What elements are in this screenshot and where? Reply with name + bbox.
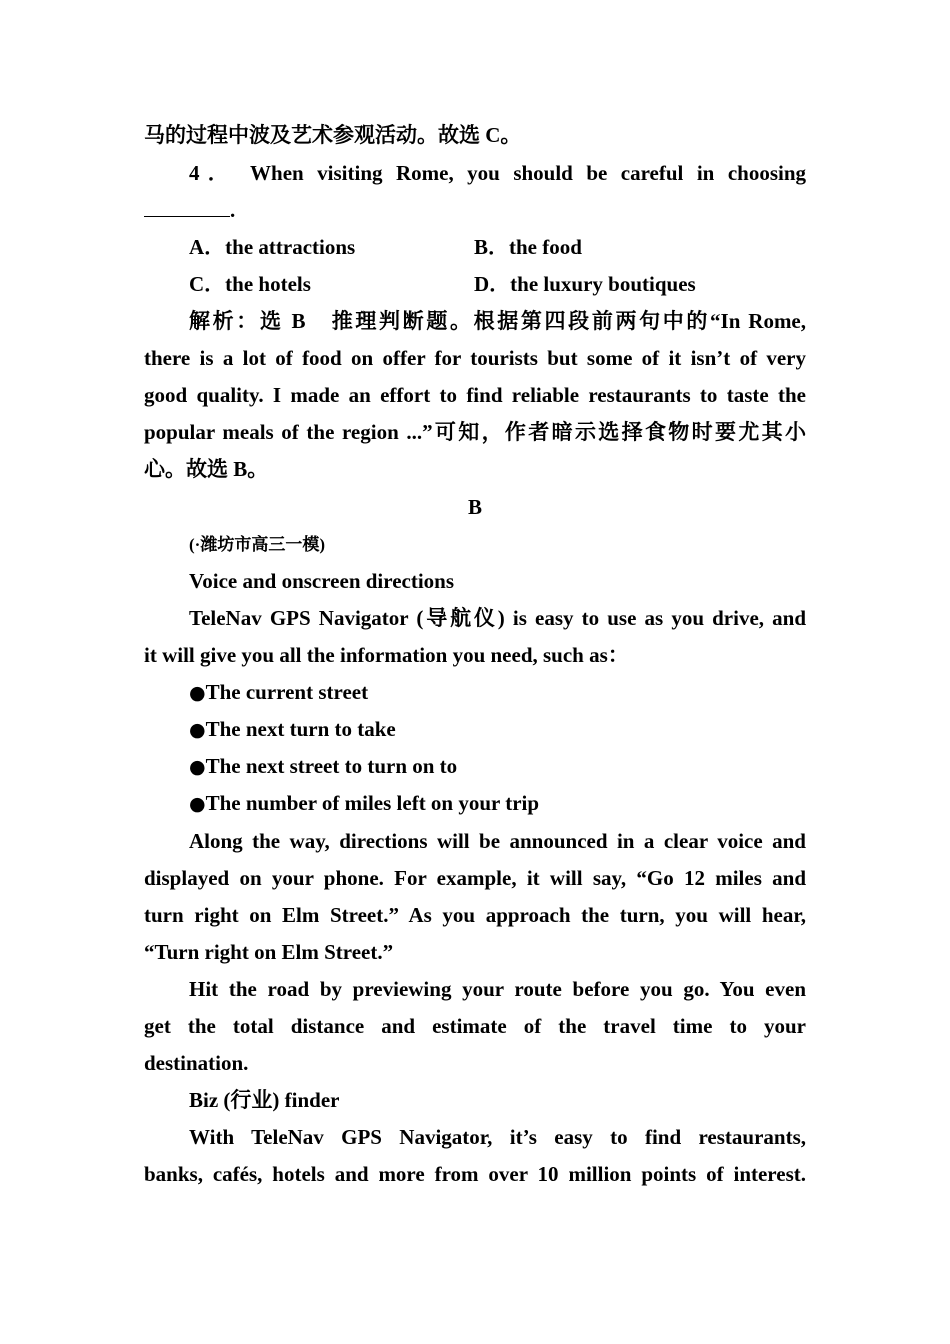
bullet-icon: ●: [189, 756, 206, 778]
q3-analysis-end: 马的过程中波及艺术参观活动。故选 C。: [144, 123, 522, 147]
option-c: C．the hotels: [189, 272, 311, 296]
q4-analysis-line-3: good quality. I made an effort to find reliable restaurants to taste the: [144, 383, 806, 407]
para2-line-2: displayed on your phone. For example, it will say, “Go 12 miles and: [144, 866, 806, 890]
q4-number: 4．: [189, 161, 237, 185]
intro-line-2: it will give you all the information you need, such as：: [144, 643, 629, 667]
q4-analysis-line-4: popular meals of the region ...”可知，作者暗示选择食物时要尤其小: [144, 420, 806, 444]
q4-analysis-line-2: there is a lot of food on offer for tourists but some of it isn’t of very: [144, 346, 806, 370]
section-subtitle: Biz (行业) finder: [189, 1088, 340, 1112]
analysis-label: 解析：: [189, 309, 260, 333]
q4-analysis-line-1: 解析：选 B 推理判断题。根据第四段前两句中的“In Rome,: [189, 309, 807, 333]
bullet-icon: ●: [189, 682, 206, 704]
passage-source: (·潍坊市高三一模): [189, 535, 325, 554]
q4-options-row-1: [189, 229, 806, 266]
q4-blank-line: [144, 192, 806, 229]
option-b: B．the food: [474, 235, 582, 259]
para2-line-1: Along the way, directions will be announced in a clear voice and: [189, 829, 806, 853]
para3-line-3: destination.: [144, 1051, 249, 1075]
q4-analysis-line-5: 心。故选 B。: [144, 457, 269, 481]
list-item: ●The current street: [189, 680, 369, 704]
para3-line-2: get the total distance and estimate of the travel time to your: [144, 1014, 806, 1038]
answer-blank: [144, 194, 230, 217]
para4-line-1: With TeleNav GPS Navigator, it’s easy to find restaurants,: [189, 1125, 806, 1149]
bullet-icon: ●: [189, 719, 206, 741]
q4-stem: [189, 155, 806, 192]
para3-line-1: Hit the road by previewing your route before you go. You even: [189, 977, 806, 1001]
para4-line-2: banks, cafés, hotels and more from over 10 million points of interest.: [144, 1162, 806, 1186]
q4-options-row-2: [189, 266, 806, 303]
option-a: A．the attractions: [189, 235, 356, 259]
option-d: D．the luxury boutiques: [474, 272, 696, 296]
q4-stem-text: When visiting Rome, you should be careful in choosing: [250, 161, 807, 185]
para2-line-4: “Turn right on Elm Street.”: [144, 940, 394, 964]
intro-line-1: TeleNav GPS Navigator (导航仪) is easy to use as you drive, and: [189, 606, 806, 630]
list-item: ●The next street to turn on to: [189, 754, 458, 778]
list-item: ●The next turn to take: [189, 717, 396, 741]
passage-heading: B: [467, 495, 482, 519]
para2-line-3: turn right on Elm Street.” As you approach the turn, you will hear,: [144, 903, 806, 927]
list-item: ●The number of miles left on your trip: [189, 791, 540, 815]
passage-title: Voice and onscreen directions: [189, 569, 455, 593]
bullet-icon: ●: [189, 793, 206, 815]
q4-blank-end: .: [230, 198, 236, 222]
